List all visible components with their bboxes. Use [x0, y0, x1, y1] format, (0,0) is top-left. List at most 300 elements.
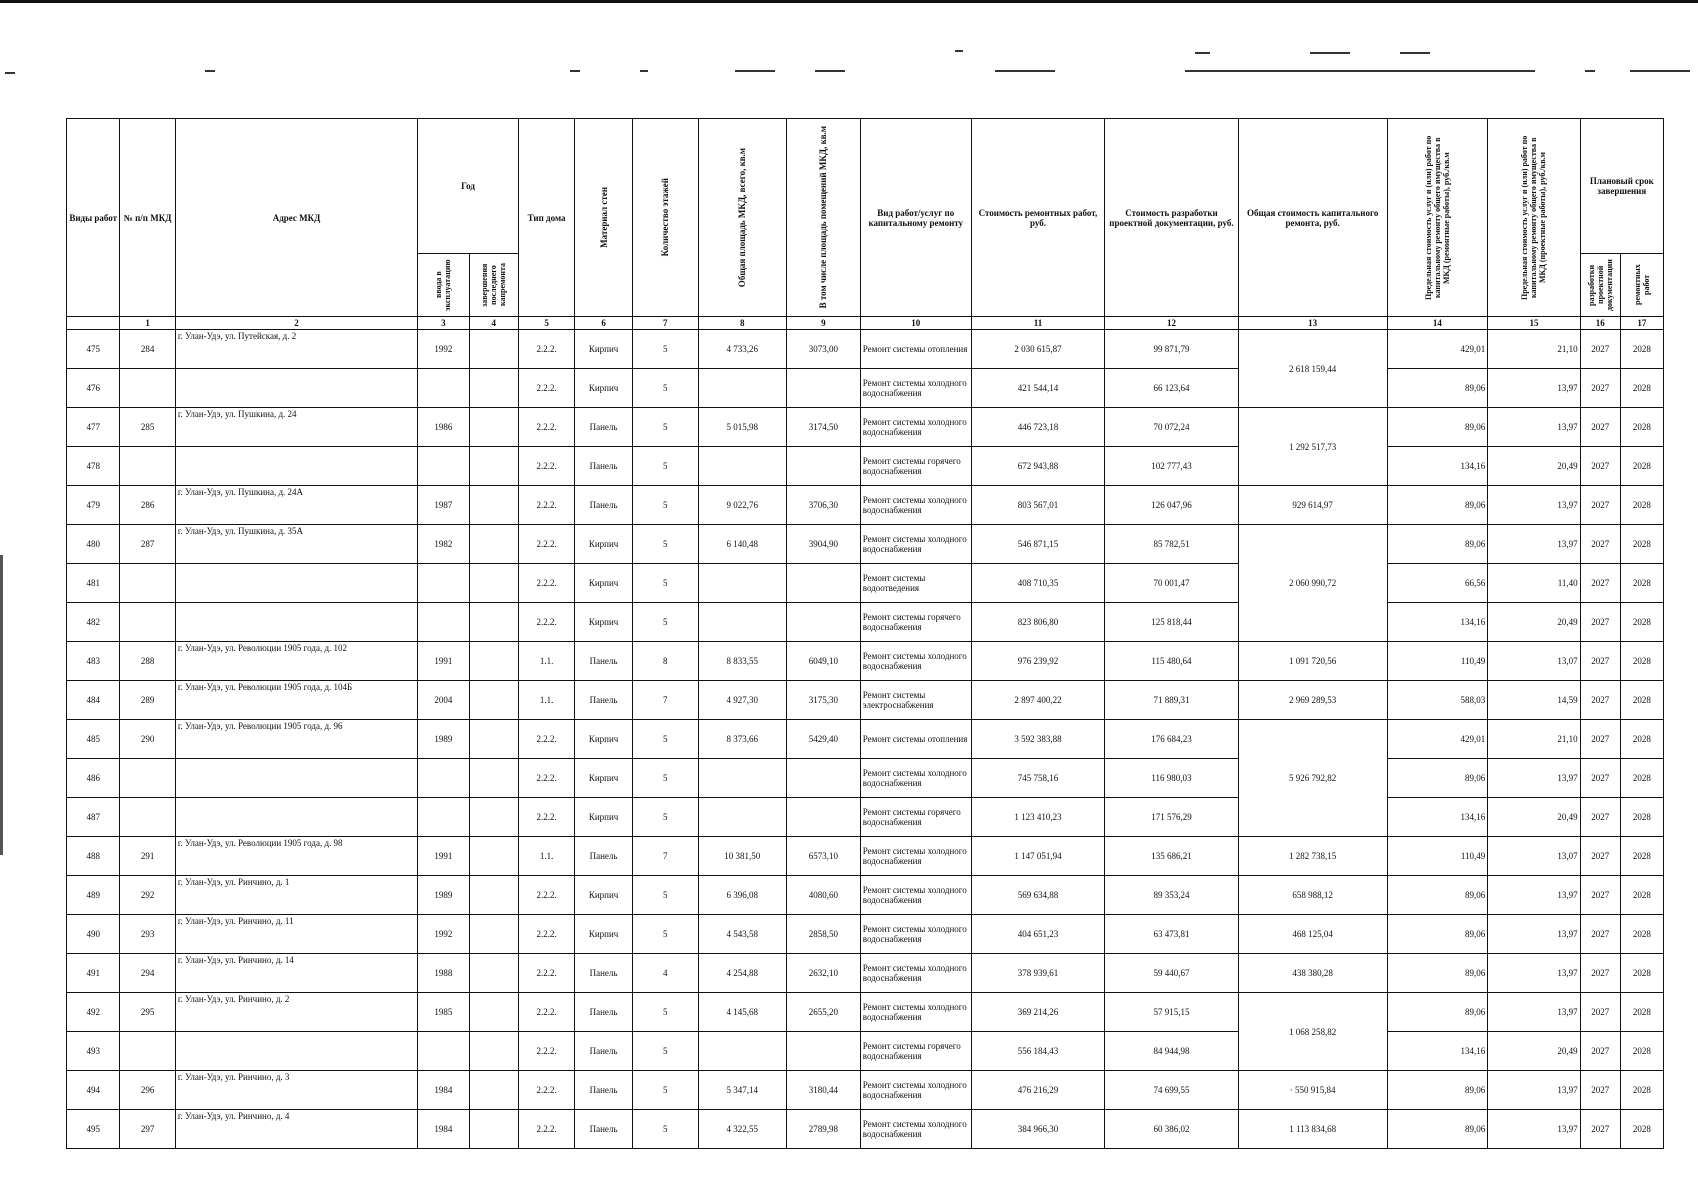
limit-cost-design: 20,49 — [1488, 447, 1580, 486]
limit-cost-repair: 134,16 — [1387, 1032, 1488, 1071]
premises-area: 3073,00 — [786, 330, 860, 369]
total-area — [698, 603, 786, 642]
year-last-repair — [469, 876, 518, 915]
total-area: 5 347,14 — [698, 1071, 786, 1110]
premises-area — [786, 564, 860, 603]
total-cost: 438 380,28 — [1238, 954, 1387, 993]
address: г. Улан-Удэ, ул. Ринчино, д. 14 — [175, 954, 417, 993]
table-row — [67, 954, 1664, 993]
row-number: 487 — [67, 798, 120, 837]
address — [175, 1032, 417, 1071]
header-srok-proekt-label: разработки проектной документации — [1586, 259, 1614, 311]
header-tip-doma: Тип дома — [518, 119, 574, 317]
premises-area: 3904,90 — [786, 525, 860, 564]
deadline-design: 2027 — [1580, 993, 1620, 1032]
premises-area: 6049,10 — [786, 642, 860, 681]
premises-area: 2655,20 — [786, 993, 860, 1032]
address: г. Улан-Удэ, ул. Революции 1905 года, д. 104Б — [175, 681, 417, 720]
total-cost: 1 068 258,82 — [1238, 993, 1387, 1071]
work-type: Ремонт системы отопления — [860, 330, 971, 369]
floor-count: 5 — [632, 408, 698, 447]
header-ploshad-pom-label: В том числе площадь помещений МКД, кв.м — [818, 126, 829, 309]
row-number: 483 — [67, 642, 120, 681]
year-built: 1984 — [418, 1071, 469, 1110]
mkd-number: 291 — [120, 837, 175, 876]
header-vid-uslug: Вид работ/услуг по капитальному ремонту — [860, 119, 971, 317]
column-number: 2 — [175, 317, 417, 330]
year-built — [418, 759, 469, 798]
header-stoim-rem: Стоимость ремонтных работ, руб. — [971, 119, 1105, 317]
address: г. Улан-Удэ, ул. Ринчино, д. 11 — [175, 915, 417, 954]
floor-count: 7 — [632, 681, 698, 720]
year-last-repair — [469, 915, 518, 954]
scan-artifact — [5, 72, 15, 74]
header-nomer-mkd: № п/п МКД — [120, 119, 175, 317]
wall-material: Панель — [575, 486, 633, 525]
repair-cost: 378 939,61 — [971, 954, 1105, 993]
total-area: 9 022,76 — [698, 486, 786, 525]
deadline-design: 2027 — [1580, 954, 1620, 993]
scan-artifact — [955, 50, 963, 52]
scan-artifact — [570, 70, 580, 72]
header-pred-proekt-label: Предельная стоимость услуг и (или) работ по капитальному ремонту общего имущества в МКД (проектные работы), руб./кв.м — [1520, 135, 1548, 300]
row-number: 475 — [67, 330, 120, 369]
year-last-repair — [469, 642, 518, 681]
address: г. Улан-Удэ, ул. Пушкина, д. 35А — [175, 525, 417, 564]
row-number: 478 — [67, 447, 120, 486]
mkd-number: 285 — [120, 408, 175, 447]
deadline-design: 2027 — [1580, 525, 1620, 564]
design-cost: 99 871,79 — [1105, 330, 1239, 369]
year-built — [418, 564, 469, 603]
deadline-repair: 2028 — [1620, 642, 1663, 681]
total-area: 10 381,50 — [698, 837, 786, 876]
header-god: Год — [418, 119, 519, 254]
house-type: 2.2.2. — [518, 447, 574, 486]
work-type: Ремонт системы холодного водоснабжения — [860, 408, 971, 447]
deadline-design: 2027 — [1580, 642, 1620, 681]
column-number: 8 — [698, 317, 786, 330]
header-material — [575, 119, 633, 317]
year-built: 2004 — [418, 681, 469, 720]
limit-cost-design: 13,97 — [1488, 993, 1580, 1032]
scan-artifact — [640, 70, 648, 72]
limit-cost-design: 13,97 — [1488, 915, 1580, 954]
table-row — [67, 993, 1664, 1032]
limit-cost-repair: 89,06 — [1387, 954, 1488, 993]
table-row — [67, 447, 1664, 486]
table-row — [67, 720, 1664, 759]
total-area: 4 254,88 — [698, 954, 786, 993]
limit-cost-design: 13,97 — [1488, 1110, 1580, 1149]
repair-cost: 745 758,16 — [971, 759, 1105, 798]
premises-area: 2789,98 — [786, 1110, 860, 1149]
floor-count: 5 — [632, 720, 698, 759]
column-number-row — [67, 317, 1664, 330]
work-type: Ремонт системы горячего водоснабжения — [860, 447, 971, 486]
header-god-vvoda-label: ввода в эксплуатацию — [434, 259, 453, 311]
table-row — [67, 525, 1664, 564]
deadline-repair: 2028 — [1620, 1110, 1663, 1149]
premises-area: 2632,10 — [786, 954, 860, 993]
floor-count: 7 — [632, 837, 698, 876]
header-srok-rem-label: ремонтных работ — [1632, 264, 1651, 306]
work-type: Ремонт системы холодного водоснабжения — [860, 1071, 971, 1110]
mkd-number — [120, 369, 175, 408]
limit-cost-design: 13,97 — [1488, 486, 1580, 525]
repair-cost: 1 147 051,94 — [971, 837, 1105, 876]
row-number: 480 — [67, 525, 120, 564]
deadline-design: 2027 — [1580, 876, 1620, 915]
limit-cost-repair: 134,16 — [1387, 447, 1488, 486]
column-number: 13 — [1238, 317, 1387, 330]
design-cost: 70 072,24 — [1105, 408, 1239, 447]
wall-material: Панель — [575, 447, 633, 486]
design-cost: 125 818,44 — [1105, 603, 1239, 642]
mkd-number: 290 — [120, 720, 175, 759]
house-type: 2.2.2. — [518, 954, 574, 993]
mkd-number: 287 — [120, 525, 175, 564]
deadline-design: 2027 — [1580, 798, 1620, 837]
row-number: 479 — [67, 486, 120, 525]
column-number: 7 — [632, 317, 698, 330]
premises-area — [786, 447, 860, 486]
deadline-design: 2027 — [1580, 447, 1620, 486]
limit-cost-repair: 89,06 — [1387, 408, 1488, 447]
total-area: 6 140,48 — [698, 525, 786, 564]
floor-count: 5 — [632, 1071, 698, 1110]
row-number: 476 — [67, 369, 120, 408]
wall-material: Панель — [575, 408, 633, 447]
deadline-design: 2027 — [1580, 720, 1620, 759]
limit-cost-repair: 89,06 — [1387, 915, 1488, 954]
wall-material: Панель — [575, 993, 633, 1032]
table-body — [67, 330, 1664, 1149]
total-area: 4 322,55 — [698, 1110, 786, 1149]
header-adres: Адрес МКД — [175, 119, 417, 317]
wall-material: Кирпич — [575, 876, 633, 915]
limit-cost-repair: 66,56 — [1387, 564, 1488, 603]
deadline-design: 2027 — [1580, 408, 1620, 447]
premises-area: 2858,50 — [786, 915, 860, 954]
table-row — [67, 486, 1664, 525]
scan-artifact — [1585, 70, 1595, 72]
deadline-repair: 2028 — [1620, 369, 1663, 408]
total-area: 4 927,30 — [698, 681, 786, 720]
year-last-repair — [469, 798, 518, 837]
header-etazhi — [632, 119, 698, 317]
repair-cost: 976 239,92 — [971, 642, 1105, 681]
repair-cost: 384 966,30 — [971, 1110, 1105, 1149]
total-area: 8 833,55 — [698, 642, 786, 681]
deadline-repair: 2028 — [1620, 564, 1663, 603]
house-type: 2.2.2. — [518, 525, 574, 564]
floor-count: 5 — [632, 915, 698, 954]
premises-area — [786, 603, 860, 642]
limit-cost-design: 20,49 — [1488, 798, 1580, 837]
year-last-repair — [469, 447, 518, 486]
house-type: 2.2.2. — [518, 720, 574, 759]
header-etazhi-label: Количество этажей — [660, 178, 671, 257]
mkd-number: 293 — [120, 915, 175, 954]
deadline-design: 2027 — [1580, 1071, 1620, 1110]
column-number: 17 — [1620, 317, 1663, 330]
house-type: 2.2.2. — [518, 603, 574, 642]
year-last-repair — [469, 525, 518, 564]
limit-cost-repair: 89,06 — [1387, 993, 1488, 1032]
wall-material: Панель — [575, 1032, 633, 1071]
column-number: 4 — [469, 317, 518, 330]
column-number: 12 — [1105, 317, 1239, 330]
floor-count: 5 — [632, 759, 698, 798]
floor-count: 5 — [632, 525, 698, 564]
repair-cost: 803 567,01 — [971, 486, 1105, 525]
house-type: 1.1. — [518, 837, 574, 876]
header-god-kap-label: завершения последнего капремонта — [480, 263, 508, 307]
total-cost: 1 282 738,15 — [1238, 837, 1387, 876]
repair-cost: 421 544,14 — [971, 369, 1105, 408]
header-god-vvoda — [418, 254, 469, 317]
design-cost: 89 353,24 — [1105, 876, 1239, 915]
column-number: 6 — [575, 317, 633, 330]
limit-cost-design: 13,97 — [1488, 759, 1580, 798]
year-last-repair — [469, 954, 518, 993]
design-cost: 135 686,21 — [1105, 837, 1239, 876]
total-area: 8 373,66 — [698, 720, 786, 759]
design-cost: 66 123,64 — [1105, 369, 1239, 408]
limit-cost-design: 14,59 — [1488, 681, 1580, 720]
design-cost: 115 480,64 — [1105, 642, 1239, 681]
mkd-number: 284 — [120, 330, 175, 369]
year-last-repair — [469, 681, 518, 720]
column-number: 3 — [418, 317, 469, 330]
floor-count: 5 — [632, 798, 698, 837]
header-obsh-stoim: Общая стоимость капитального ремонта, руб. — [1238, 119, 1387, 317]
deadline-design: 2027 — [1580, 681, 1620, 720]
column-number: 16 — [1580, 317, 1620, 330]
deadline-repair: 2028 — [1620, 954, 1663, 993]
total-area: 6 396,08 — [698, 876, 786, 915]
deadline-repair: 2028 — [1620, 525, 1663, 564]
work-type: Ремонт системы электроснабжения — [860, 681, 971, 720]
deadline-repair: 2028 — [1620, 681, 1663, 720]
limit-cost-design: 13,97 — [1488, 876, 1580, 915]
table-row — [67, 330, 1664, 369]
limit-cost-design: 20,49 — [1488, 603, 1580, 642]
year-last-repair — [469, 1110, 518, 1149]
year-last-repair — [469, 759, 518, 798]
wall-material: Панель — [575, 642, 633, 681]
repair-cost: 3 592 383,88 — [971, 720, 1105, 759]
repair-cost: 1 123 410,23 — [971, 798, 1105, 837]
premises-area: 3706,30 — [786, 486, 860, 525]
repair-cost: 404 651,23 — [971, 915, 1105, 954]
total-cost: 1 091 720,56 — [1238, 642, 1387, 681]
header-stoim-proekt: Стоимость разработки проектной документации, руб. — [1105, 119, 1239, 317]
total-cost: · 550 915,84 — [1238, 1071, 1387, 1110]
limit-cost-repair: 134,16 — [1387, 798, 1488, 837]
column-number: 9 — [786, 317, 860, 330]
scan-artifact — [995, 70, 1055, 72]
premises-area — [786, 1032, 860, 1071]
year-built: 1982 — [418, 525, 469, 564]
column-number: 5 — [518, 317, 574, 330]
deadline-design: 2027 — [1580, 486, 1620, 525]
work-type: Ремонт системы отопления — [860, 720, 971, 759]
total-cost: 1 292 517,73 — [1238, 408, 1387, 486]
total-area: 5 015,98 — [698, 408, 786, 447]
row-number: 484 — [67, 681, 120, 720]
deadline-repair: 2028 — [1620, 330, 1663, 369]
work-type: Ремонт системы горячего водоснабжения — [860, 1032, 971, 1071]
header-srok-proekt — [1580, 254, 1620, 317]
design-cost: 70 001,47 — [1105, 564, 1239, 603]
limit-cost-repair: 89,06 — [1387, 369, 1488, 408]
mkd-number — [120, 603, 175, 642]
wall-material: Панель — [575, 954, 633, 993]
year-last-repair — [469, 1071, 518, 1110]
address: г. Улан-Удэ, ул. Пушкина, д. 24А — [175, 486, 417, 525]
house-type: 2.2.2. — [518, 369, 574, 408]
table-row — [67, 369, 1664, 408]
limit-cost-repair: 89,06 — [1387, 1110, 1488, 1149]
deadline-repair: 2028 — [1620, 408, 1663, 447]
wall-material: Кирпич — [575, 525, 633, 564]
repair-cost: 2 897 400,22 — [971, 681, 1105, 720]
year-built: 1992 — [418, 330, 469, 369]
repair-cost: 2 030 615,87 — [971, 330, 1105, 369]
address: г. Улан-Удэ, ул. Ринчино, д. 4 — [175, 1110, 417, 1149]
premises-area — [786, 798, 860, 837]
floor-count: 5 — [632, 447, 698, 486]
table-row — [67, 603, 1664, 642]
total-area: 4 543,58 — [698, 915, 786, 954]
floor-count: 5 — [632, 486, 698, 525]
floor-count: 5 — [632, 369, 698, 408]
year-last-repair — [469, 603, 518, 642]
house-type: 2.2.2. — [518, 408, 574, 447]
repair-cost: 556 184,43 — [971, 1032, 1105, 1071]
capital-repair-table — [66, 118, 1664, 1149]
work-type: Ремонт системы холодного водоснабжения — [860, 1110, 971, 1149]
limit-cost-repair: 110,49 — [1387, 642, 1488, 681]
premises-area — [786, 759, 860, 798]
house-type: 2.2.2. — [518, 876, 574, 915]
design-cost: 60 386,02 — [1105, 1110, 1239, 1149]
row-number: 481 — [67, 564, 120, 603]
header-pred-rem — [1387, 119, 1488, 317]
mkd-number: 286 — [120, 486, 175, 525]
table-row — [67, 798, 1664, 837]
row-number: 482 — [67, 603, 120, 642]
house-type: 2.2.2. — [518, 564, 574, 603]
design-cost: 59 440,67 — [1105, 954, 1239, 993]
row-number: 494 — [67, 1071, 120, 1110]
row-number: 495 — [67, 1110, 120, 1149]
house-type: 2.2.2. — [518, 1032, 574, 1071]
premises-area: 4080,60 — [786, 876, 860, 915]
work-type: Ремонт системы водоотведения — [860, 564, 971, 603]
limit-cost-repair: 429,01 — [1387, 720, 1488, 759]
row-number: 493 — [67, 1032, 120, 1071]
work-type: Ремонт системы холодного водоснабжения — [860, 993, 971, 1032]
work-type: Ремонт системы холодного водоснабжения — [860, 369, 971, 408]
limit-cost-design: 13,97 — [1488, 369, 1580, 408]
deadline-design: 2027 — [1580, 759, 1620, 798]
scan-artifact — [1400, 52, 1430, 54]
header-pred-rem-label: Предельная стоимость услуг и (или) работ по капитальному ремонту общего имущества в МКД (ремонтные работы), руб./кв.м — [1423, 135, 1451, 300]
deadline-design: 2027 — [1580, 1110, 1620, 1149]
header-material-label: Материал стен — [598, 187, 609, 248]
deadline-design: 2027 — [1580, 564, 1620, 603]
row-number: 489 — [67, 876, 120, 915]
address: г. Улан-Удэ, ул. Пушкина, д. 24 — [175, 408, 417, 447]
deadline-repair: 2028 — [1620, 447, 1663, 486]
mkd-number — [120, 447, 175, 486]
floor-count: 5 — [632, 1110, 698, 1149]
year-built: 1984 — [418, 1110, 469, 1149]
header-ploshad-obsh-label: Общая площадь МКД, всего, кв.м — [737, 147, 748, 288]
total-cost: 929 614,97 — [1238, 486, 1387, 525]
house-type: 2.2.2. — [518, 798, 574, 837]
total-area: 4 733,26 — [698, 330, 786, 369]
table-row — [67, 681, 1664, 720]
address: г. Улан-Удэ, ул. Путейская, д. 2 — [175, 330, 417, 369]
column-number: 10 — [860, 317, 971, 330]
table-row — [67, 759, 1664, 798]
mkd-number: 295 — [120, 993, 175, 1032]
mkd-number — [120, 1032, 175, 1071]
repair-cost: 823 806,80 — [971, 603, 1105, 642]
scan-artifact — [205, 70, 215, 72]
year-built: 1991 — [418, 837, 469, 876]
repair-cost: 476 216,29 — [971, 1071, 1105, 1110]
deadline-repair: 2028 — [1620, 486, 1663, 525]
deadline-design: 2027 — [1580, 915, 1620, 954]
year-last-repair — [469, 369, 518, 408]
row-number: 491 — [67, 954, 120, 993]
table-row — [67, 1071, 1664, 1110]
row-number: 492 — [67, 993, 120, 1032]
header-vid-rabot: Виды работ — [67, 119, 120, 317]
address: г. Улан-Удэ, ул. Революции 1905 года, д. 102 — [175, 642, 417, 681]
wall-material: Кирпич — [575, 915, 633, 954]
mkd-number: 289 — [120, 681, 175, 720]
wall-material: Кирпич — [575, 564, 633, 603]
limit-cost-repair: 89,06 — [1387, 876, 1488, 915]
scan-artifact — [1185, 70, 1535, 72]
design-cost: 63 473,81 — [1105, 915, 1239, 954]
work-type: Ремонт системы холодного водоснабжения — [860, 915, 971, 954]
year-built: 1992 — [418, 915, 469, 954]
year-built — [418, 603, 469, 642]
mkd-number — [120, 798, 175, 837]
total-area — [698, 564, 786, 603]
floor-count: 5 — [632, 330, 698, 369]
floor-count: 5 — [632, 1032, 698, 1071]
limit-cost-repair: 134,16 — [1387, 603, 1488, 642]
deadline-repair: 2028 — [1620, 915, 1663, 954]
wall-material: Панель — [575, 837, 633, 876]
header-ploshad-pom — [786, 119, 860, 317]
year-last-repair — [469, 486, 518, 525]
header-ploshad-obsh — [698, 119, 786, 317]
floor-count: 8 — [632, 642, 698, 681]
deadline-design: 2027 — [1580, 603, 1620, 642]
row-number: 486 — [67, 759, 120, 798]
mkd-number: 294 — [120, 954, 175, 993]
scan-artifact — [735, 70, 775, 72]
